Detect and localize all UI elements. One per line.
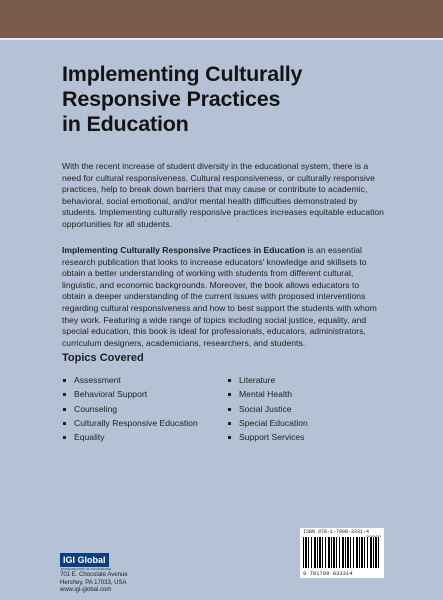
description-bold-title: Implementing Culturally Responsive Practices in Education — [62, 245, 306, 255]
publisher-logo-text: IGI Global — [60, 553, 109, 567]
top-divider-line — [0, 38, 443, 40]
description-paragraph-2 — [62, 245, 384, 349]
publisher-address — [60, 572, 128, 595]
isbn-number: ISBN 978-1-7998-3331-4 — [303, 529, 370, 535]
topic-item: Behavioral Support — [62, 387, 232, 401]
description-paragraph-1: With the recent increase of student diversity in the educational system, there is a need for cultural responsiveness. Cultural responsiveness, or culturally responsive practices, help to break down barriers that may cause or contribute to academic, behavioral, social emotional, and/or mental health difficulties demonstrated by students. Implementing culturally responsive practices increases equitable education opportunities for all students. — [62, 161, 384, 229]
back-cover-content — [62, 62, 384, 443]
topic-item: Mental Health — [227, 387, 377, 401]
title-line: in Education — [62, 112, 189, 136]
title-line: Implementing Culturally — [62, 62, 303, 86]
barcode-bars — [303, 537, 381, 568]
topic-item: Support Services — [227, 430, 377, 444]
ean-number: 9 781799 833314 — [303, 570, 353, 577]
address-line: www.igi-global.com — [60, 587, 112, 594]
topics-list-left — [62, 373, 232, 444]
address-line: Hershey, PA 17033, USA — [60, 579, 127, 586]
top-color-band — [0, 0, 443, 38]
topic-item: Literature — [227, 373, 377, 387]
book-title — [62, 62, 384, 137]
topic-item: Counseling — [62, 402, 232, 416]
isbn-barcode — [300, 528, 384, 578]
topic-item: Social Justice — [227, 402, 377, 416]
isbn-label — [303, 529, 369, 535]
topics-heading: Topics Covered — [62, 352, 144, 364]
topic-item: Assessment — [62, 373, 232, 387]
topic-item: Equality — [62, 430, 232, 444]
topic-item: Special Education — [227, 416, 377, 430]
address-line: 701 E. Chocolate Avenue — [60, 572, 128, 578]
publisher-logo — [60, 553, 109, 567]
description-text: is an essential research publication that looks to increase educators' knowledge and skillsets to obtain a better understanding of working with students from different cultural, linguistic, and economic backgrounds. Moreover, the book allows educators to obtain a deeper understanding of the current issues with proposed interventions regarding cultural responsiveness and how to best support the students with whom they work. Featuring a wide range of topics including social justice, equality, and special education, this book is ideal for professionals, educators, administrators, curriculum designers, academicians, researchers, and students. — [62, 245, 377, 348]
topic-item: Culturally Responsive Education — [62, 416, 232, 430]
topics-list-right — [227, 373, 377, 444]
publisher-tagline: DISSEMINATOR OF KNOWLEDGE — [61, 567, 112, 571]
title-line: Responsive Practices — [62, 87, 281, 111]
